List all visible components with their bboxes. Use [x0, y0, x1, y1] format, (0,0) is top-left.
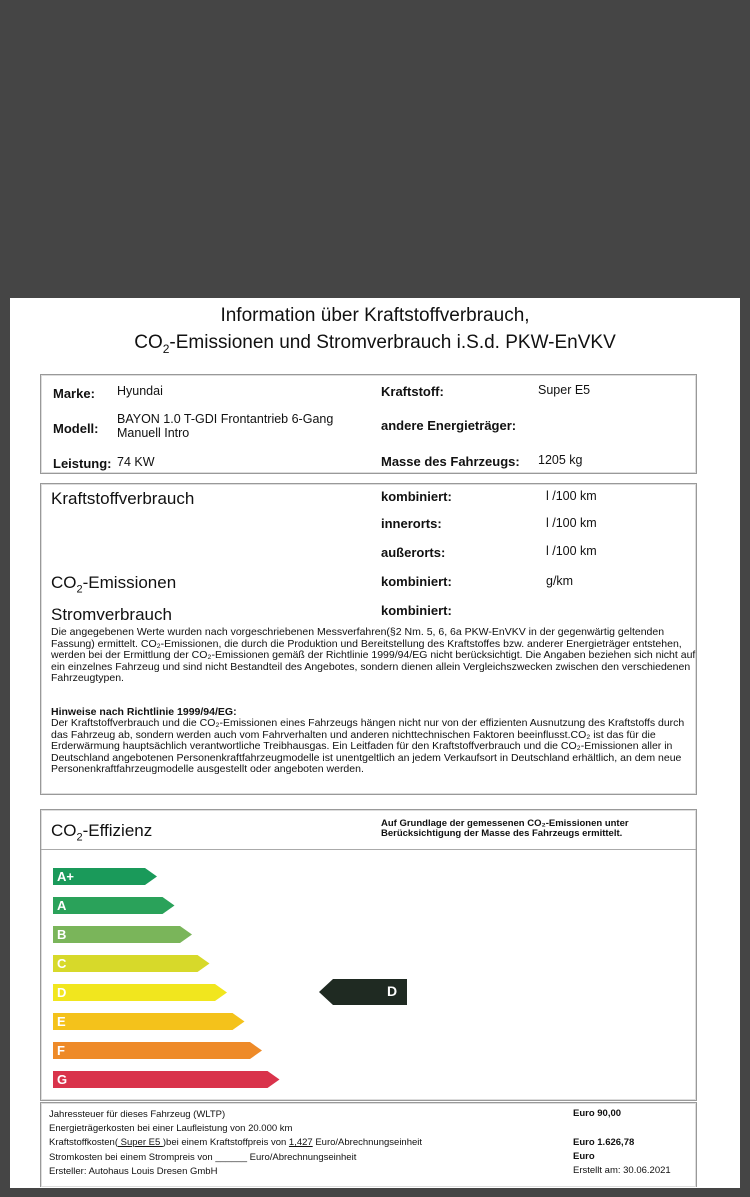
modell-value-1: BAYON 1.0 T-GDI Frontantrieb 6-Gang: [117, 412, 334, 426]
kraftstoff-value: Super E5: [538, 383, 591, 397]
leistung-value: 74 KW: [117, 455, 155, 469]
efficiency-class-label: F: [57, 1043, 65, 1058]
ausserorts-unit: l /100 km: [546, 544, 597, 558]
strom-kombiniert-label: kombiniert:: [381, 603, 452, 618]
leistung-label: Leistung:: [53, 456, 112, 471]
current-class-indicator: [319, 979, 407, 1005]
vehicle-info-box: [40, 374, 697, 474]
efficiency-class-c: [53, 955, 210, 972]
hinweis-heading: Hinweise nach Richtlinie 1999/94/EG:: [51, 706, 237, 718]
energiekosten-label: Energieträgerkosten bei einer Laufleistung von 20.000 km: [49, 1123, 293, 1134]
marke-label: Marke:: [53, 386, 95, 401]
kombiniert-label: kombiniert:: [381, 489, 452, 504]
modell-value-2: Manuell Intro: [117, 426, 190, 440]
efficiency-divider: [41, 849, 696, 850]
title-line-2: $CO_2$-Emissionen und Stromverbrauch i.S.d. PKW-EnVKV: [134, 332, 616, 356]
efficiency-class-label: A: [57, 898, 67, 913]
kraftstoffkosten-value: Euro 1.626,78: [573, 1137, 635, 1148]
kraftstoff-label: Kraftstoff:: [381, 384, 444, 399]
erstellt-value: Erstellt am: 30.06.2021: [573, 1165, 671, 1176]
innerorts-label: innerorts:: [381, 516, 442, 531]
efficiency-class-d: [53, 984, 227, 1001]
efficiency-note-1: Auf Grundlage der gemessenen CO₂-Emissionen unter: [381, 818, 629, 829]
stromkosten-value: Euro: [573, 1151, 595, 1162]
modell-label: Modell:: [53, 421, 99, 436]
ersteller-label: Ersteller: Autohaus Louis Dresen GmbH: [49, 1166, 218, 1177]
energietraeger-label: andere Energieträger:: [381, 418, 517, 433]
kraftstoffkosten-label: Kraftstoffkosten( Super E5 )bei einem Kraftstoffpreis von 1,427 Euro/Abrechnungseinheit: [49, 1137, 423, 1148]
efficiency-class-label: B: [57, 927, 67, 942]
co2-emissionen-heading: $CO_2$-Emissionen: [51, 573, 177, 596]
efficiency-class-a: [53, 897, 175, 914]
current-class-label: D: [387, 983, 398, 999]
efficiency-class-label: G: [57, 1072, 68, 1087]
steuer-label: Jahressteuer für dieses Fahrzeug (WLTP): [49, 1109, 226, 1120]
disclaimer-paragraph: Die angegebenen Werte wurden nach vorgeschriebenen Messverfahren(§2 Nm. 5, 6, 6a PKW-EnVKV in der gegenwärtig geltenden Fassung) ermittelt. CO₂-Emissionen, die durch die Produktion und Bereitstellung des Kraftstoffes bzw. anderer Energieträger entstehen, werden bei der Ermittlung der CO₂-Emissionen gemäß der Richtlinie 1999/94/EG nicht berücksichtigt. Die Angaben beziehen sich nicht auf ein einzelnes Fahrzeug und sind nicht Bestandteil des Angebotes, sondern dienen allein Vergleichszwecken zwischen den verschiedenen Fahrzeugtypen.: [51, 626, 696, 685]
stromverbrauch-heading: Stromverbrauch: [51, 605, 172, 624]
hinweis-paragraph: Der Kraftstoffverbrauch und die CO₂-Emissionen eines Fahrzeugs hängen nicht nur von der effizienten Ausnutzung des Kraftstoffs durch das Fahrzeug ab, sondern werden auch vom Fahrverhalten und anderen nichttechnischen Faktoren beeinflusst.CO₂ ist das für die Erderwärmung hauptsächlich verantwortliche Treibhausgas. Ein Leitfaden für den Kraftstoffverbrauch und die CO₂-Emissionen aller in Deutschland angebotenen Personenkraftfahrzeugmodelle ist unentgeltlich an jedem Verkaufsort in Deutschland erhältlich, an dem neue Personenkraftfahrzeugmodelle ausgestellt oder angeboten werden.: [51, 717, 685, 776]
efficiency-class-label: C: [57, 956, 67, 971]
co2-kombiniert-label: kombiniert:: [381, 574, 452, 589]
kraftstoffverbrauch-heading: Kraftstoffverbrauch: [51, 489, 195, 508]
steuer-value: Euro 90,00: [573, 1108, 622, 1119]
efficiency-class-label: E: [57, 1014, 66, 1029]
masse-label: Masse des Fahrzeugs:: [381, 454, 520, 469]
title-line-1: Information über Kraftstoffverbrauch,: [220, 305, 530, 326]
ausserorts-label: außerorts:: [381, 545, 446, 560]
innerorts-unit: l /100 km: [546, 516, 597, 530]
label-document: [10, 298, 740, 1188]
efficiency-class-label: A+: [57, 869, 74, 884]
efficiency-class-e: [53, 1013, 245, 1030]
efficiency-note-2: Berücksichtigung der Masse des Fahrzeugs ermittelt.: [381, 828, 623, 839]
efficiency-class-b: [53, 926, 192, 943]
marke-value: Hyundai: [117, 384, 163, 398]
kombiniert-unit: l /100 km: [546, 489, 597, 503]
masse-value: 1205 kg: [538, 453, 583, 467]
stromkosten-label: Stromkosten bei einem Strompreis von ______ Euro/Abrechnungseinheit: [49, 1152, 357, 1163]
efficiency-class-label: D: [57, 985, 67, 1000]
efficiency-box: [40, 809, 697, 1101]
efficiency-class-f: [53, 1042, 262, 1059]
costs-box: [40, 1102, 697, 1187]
efficiency-class-g: [53, 1071, 280, 1088]
co2-unit: g/km: [546, 574, 574, 588]
efficiency-class-aplus: [53, 868, 157, 885]
co2-effizienz-heading: $CO_2$-Effizienz: [51, 821, 153, 844]
